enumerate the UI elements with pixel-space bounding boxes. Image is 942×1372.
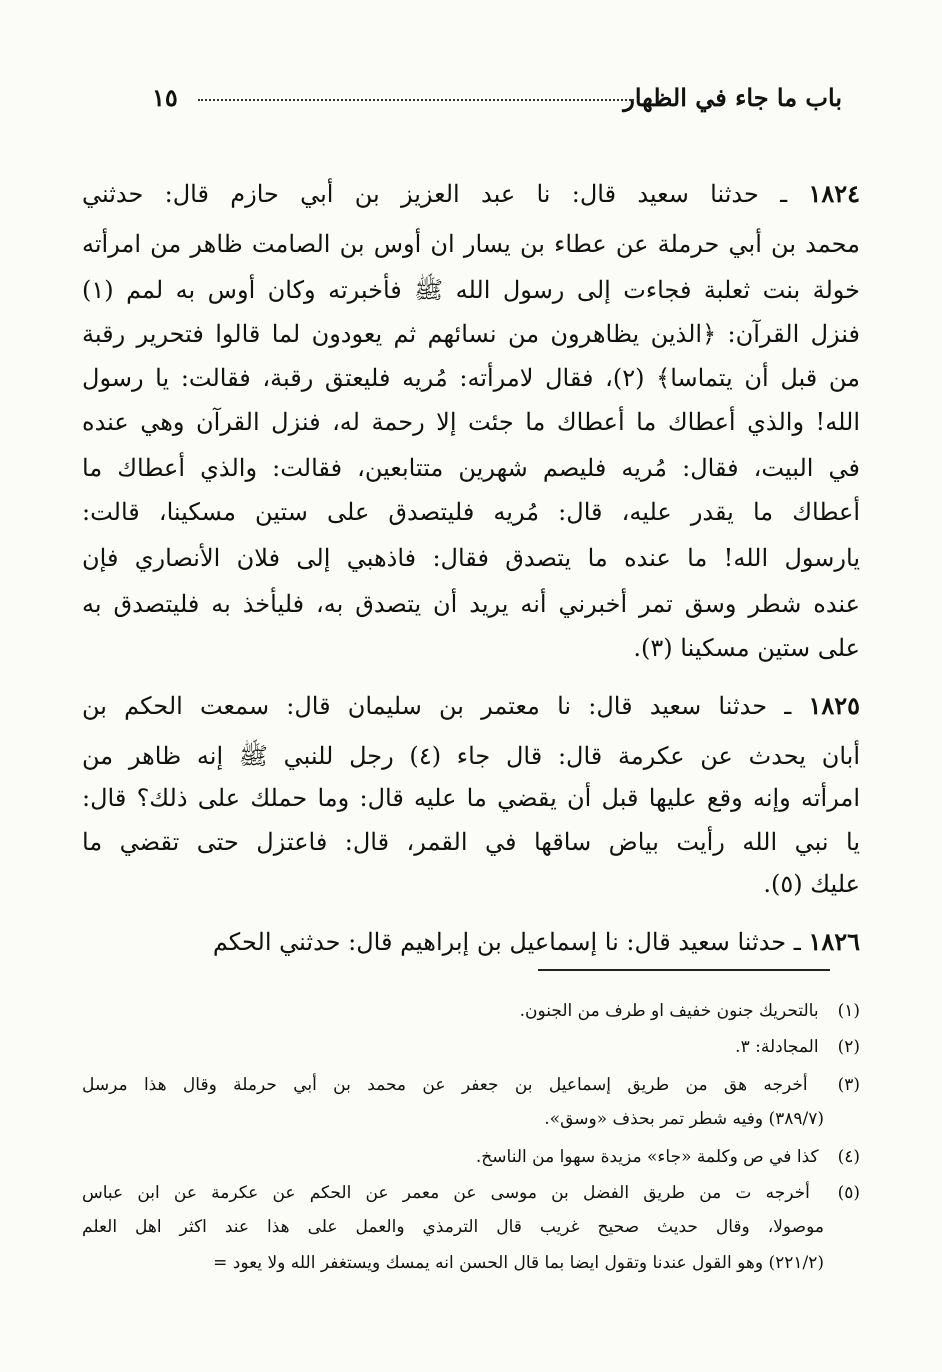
footnote-marker: (٢) bbox=[837, 1037, 860, 1057]
body-line: ١٨٢٦ ـ حدثنا سعيد قال: نا إسماعيل بن إبراهيم قال: حدثني الحكم bbox=[212, 927, 860, 956]
body-line: يا نبي الله رأيت بياض ساقها في القمر، قال: فاعتزل حتى تقضي ما bbox=[82, 828, 860, 856]
footnote-5-cont: موصولا، وقال حديث صحيح غريب قال الترمذي والعمل على هذا عند اكثر اهل العلم bbox=[82, 1217, 824, 1237]
page-number: ١٥ bbox=[152, 83, 178, 112]
footnote-marker: (٤) bbox=[837, 1147, 860, 1167]
body-line: محمد بن أبي حرملة عن عطاء بن يسار ان أوس بن الصامت ظاهر من امرأته bbox=[82, 230, 860, 258]
footnote-marker: (١) bbox=[837, 1001, 860, 1021]
hadith-number: ١٨٢٥ bbox=[808, 691, 860, 720]
footnote-3-cont: (٣٨٩/٧) وفيه شطر تمر بحذف «وسق». bbox=[544, 1109, 824, 1129]
chapter-title: باب ما جاء في الظهار bbox=[623, 83, 842, 112]
body-line: عنده شطر وسق تمر أخبرني أنه يريد أن يتصدق به، فليأخذ به فليتصدق به bbox=[82, 590, 860, 618]
body-line: فنزل القرآن: ﴿الذين يظاهرون من نسائهم ثم يعودون لما قالوا فتحرير رقبة bbox=[82, 320, 860, 348]
footnote-marker: (٥) bbox=[837, 1183, 860, 1203]
header-dotted-rule bbox=[198, 99, 634, 101]
body-line: أعطاك ما يقدر عليه، قال: مُريه فليتصدق على ستين مسكينا، قالت: bbox=[82, 498, 860, 526]
footnote-1: (١) بالتحريك جنون خفيف او طرف من الجنون. bbox=[82, 996, 860, 1026]
body-line: امرأته وإنه وقع عليها قبل أن يقضي ما عليه قال: وما حملك على ذلك؟ قال: bbox=[82, 784, 860, 812]
body-line: أبان يحدث عن عكرمة قال: قال جاء (٤) رجل للنبي ﷺ إنه ظاهر من bbox=[82, 742, 860, 770]
body-line: من قبل أن يتماسا﴾ (٢)، فقال لامرأته: مُريه فليعتق رقبة، فقالت: يا رسول bbox=[82, 364, 860, 392]
footnote-2: (٢) المجادلة: ٣. bbox=[82, 1032, 860, 1062]
body-line: يارسول الله! ما عنده ما يتصدق فقال: فاذهبي إلى فلان الأنصاري فإن bbox=[82, 544, 860, 572]
body-line: في البيت، فقال: مُريه فليصم شهرين متتابعين، فقالت: والذي أعطاك ما bbox=[82, 454, 860, 482]
body-line: الله! والذي أعطاك ما أعطاك ما جئت إلا رحمة له، فنزل القرآن وهي عنده bbox=[82, 408, 860, 436]
body-line: على ستين مسكينا (٣). bbox=[633, 634, 860, 662]
footnote-separator bbox=[538, 969, 830, 971]
footnote-3: (٣) أخرجه هق من طريق إسماعيل بن جعفر عن محمد بن أبي حرملة وقال هذا مرسل bbox=[82, 1070, 860, 1100]
footnote-4: (٤) كذا في ص وكلمة «جاء» مزيدة سهوا من الناسخ. bbox=[82, 1142, 860, 1172]
body-line: ١٨٢٤ ـ حدثنا سعيد قال: نا عبد العزيز بن أبي حازم قال: حدثني bbox=[82, 179, 860, 208]
body-line: خولة بنت ثعلبة فجاءت إلى رسول الله ﷺ فأخبرته وكان أوس به لمم (١) bbox=[82, 276, 860, 304]
footnote-5-cont: (٢٢١/٢) وهو القول عندنا وتقول ايضا بما قال الحسن انه يمسك ويستغفر الله ولا يعود = bbox=[213, 1253, 824, 1273]
body-line: ١٨٢٥ ـ حدثنا سعيد قال: نا معتمر بن سليمان قال: سمعت الحكم بن bbox=[82, 691, 860, 720]
body-line: عليك (٥). bbox=[763, 870, 860, 898]
footnote-5: (٥) أخرجه ت من طريق الفضل بن موسى عن معمر عن الحكم عن عكرمة عن ابن عباس bbox=[82, 1178, 860, 1208]
hadith-number: ١٨٢٦ bbox=[808, 927, 860, 956]
hadith-number: ١٨٢٤ bbox=[808, 179, 860, 208]
footnote-marker: (٣) bbox=[837, 1075, 860, 1095]
